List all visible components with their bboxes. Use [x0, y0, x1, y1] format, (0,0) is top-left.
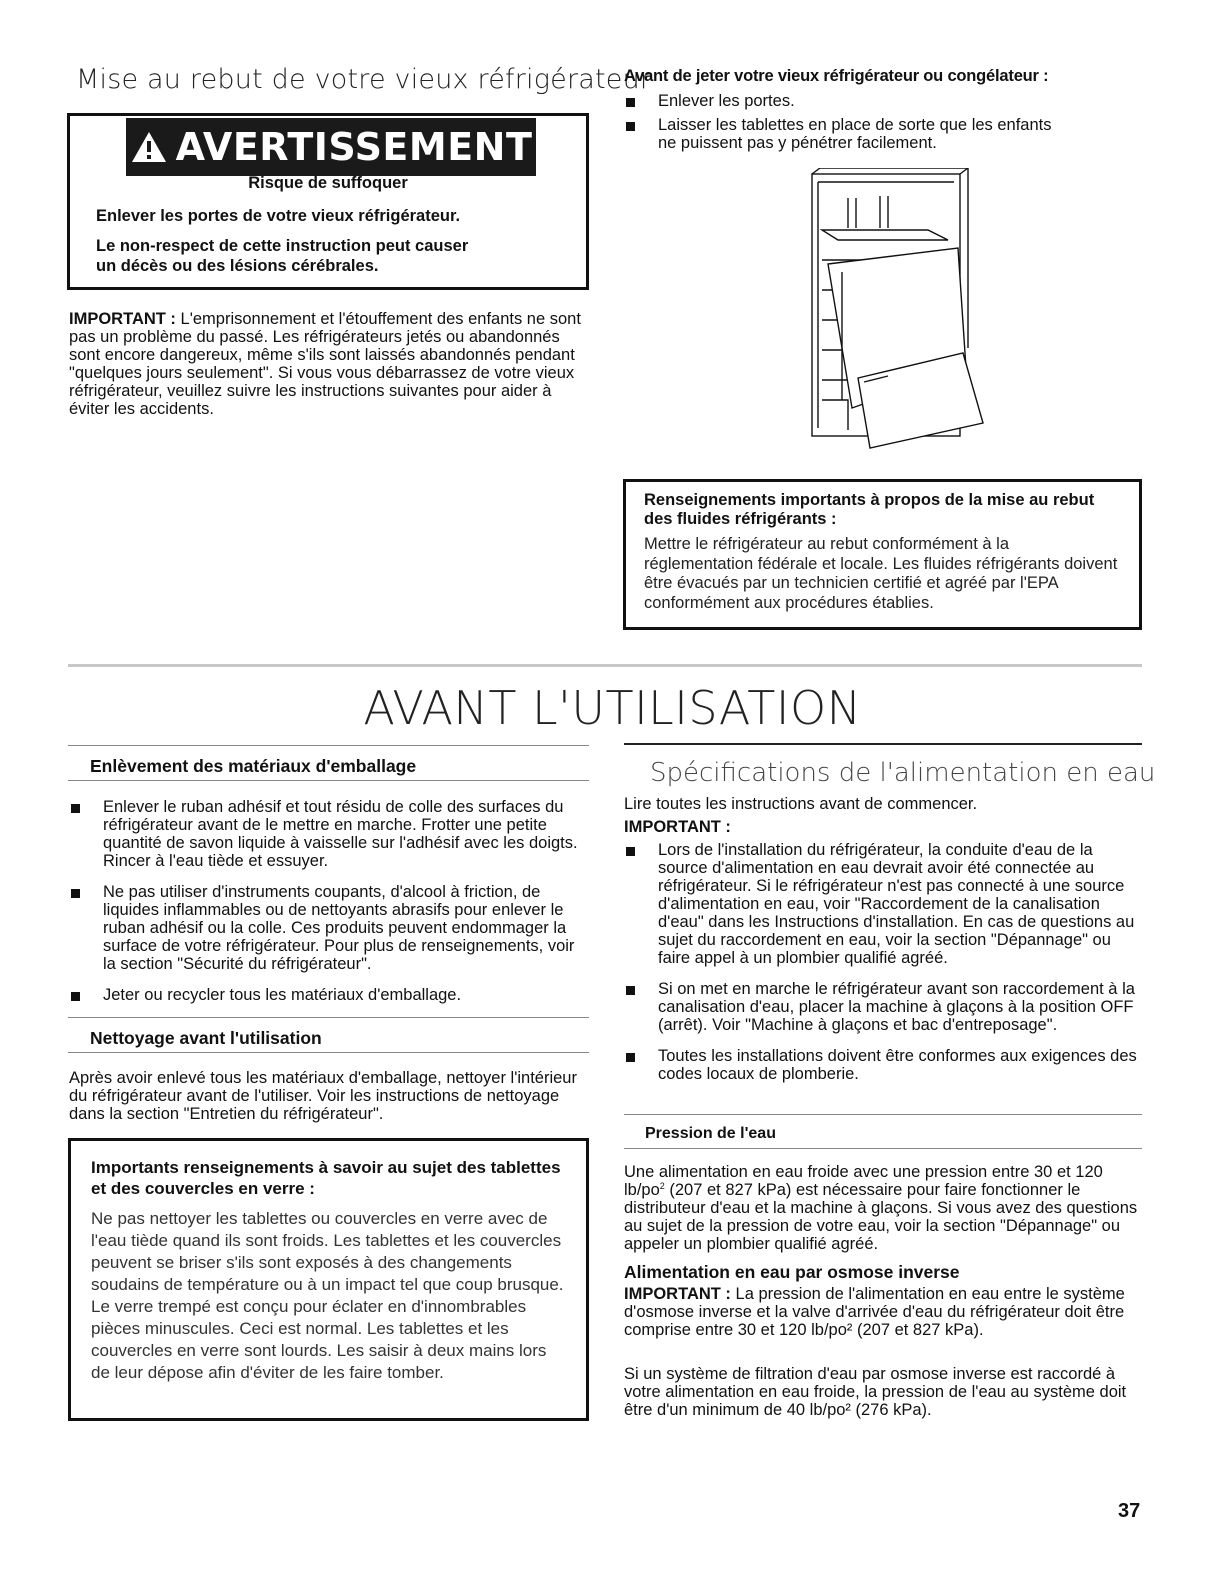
section-divider	[68, 664, 1142, 667]
reverse-osmosis-label: IMPORTANT :	[624, 1285, 731, 1303]
page-number: 37	[1118, 1500, 1141, 1522]
pressure-paragraph	[624, 1163, 1140, 1253]
warning-line-2: Enlever les portes de votre vieux réfrigérateur.	[96, 207, 461, 225]
before-use-title: AVANT L'UTILISATION	[363, 681, 862, 735]
disposal-title: Mise au rebut de votre vieux réfrigérateur	[76, 64, 652, 95]
pressure-text-b: (207 et 827 kPa) est nécessaire pour faire fonctionner le distributeur d'eau et la machine à glaçons. Si vous avez des questions au sujet de la pression de votre eau, voir la section "Dépannage" ou appeler un plombier qualifié agréé.	[624, 1181, 1138, 1253]
reverse-osmosis-paragraph	[624, 1285, 1140, 1339]
divider-line	[68, 1017, 589, 1018]
pressure-text-a: Une alimentation en eau froide avec une pression entre 30 et 120 lb/po	[624, 1163, 1103, 1199]
reverse-osmosis-heading: Alimentation en eau par osmose inverse	[624, 1262, 960, 1282]
divider-line	[68, 745, 589, 746]
glass-info-text: Ne pas nettoyer les tablettes ou couvercles en verre avec de l'eau tiède quand ils sont froids. Les tablettes et les couvercles peuvent se briser s'ils sont exposés à des changements soudains de température ou à un impact tel que coup brusque. Le verre trempé est conçu pour éclater en d'innombrables pièces minuscules. Ceci est normal. Les tablettes et les couvercles en verre sont lourds. Les saisir à deux mains lors de leur dépose afin d'éviter de les faire tomber.	[91, 1209, 564, 1382]
warning-line-3b: un décès ou des lésions cérébrales.	[96, 257, 379, 275]
important-text: L'emprisonnement et l'étouffement des enfants ne sont pas un problème du passé. Les réfrigérateurs jetés ou abandonnés sont encore dangereux, même s'ils sont laissés abandonnés pendant "quelques jours seulement". Si vous vous débarrassez de votre vieux réfrigérateur, veuillez suivre les instructions suivantes pour aider à éviter les accidents.	[69, 310, 581, 418]
important-label: IMPORTANT :	[69, 310, 176, 328]
warning-line-1: Risque de suffoquer	[248, 174, 408, 192]
warning-triangle-icon	[130, 130, 168, 164]
list-item: Enlever les portes.	[624, 92, 1124, 110]
before-disposal-title: Avant de jeter votre vieux réfrigérateur ou congélateur :	[624, 67, 1049, 85]
list-item: Jeter ou recycler tous les matériaux d'emballage.	[69, 986, 587, 1004]
cleaning-paragraph: Après avoir enlevé tous les matériaux d'emballage, nettoyer l'intérieur du réfrigérateur avant de l'utiliser. Voir les instructions de nettoyage dans la section "Entretien du réfrigérateur".	[69, 1069, 577, 1123]
divider-line	[68, 780, 589, 781]
divider-line	[624, 1148, 1142, 1149]
reverse-osmosis-paragraph-2: Si un système de filtration d'eau par osmose inverse est raccordé à votre alimentation en eau froide, la pression de l'eau au système doit être d'un minimum de 40 lb/po² (276 kPa).	[624, 1365, 1127, 1419]
cleaning-heading: Nettoyage avant l'utilisation	[90, 1028, 322, 1048]
glass-info-box	[68, 1138, 589, 1421]
divider-line	[624, 1114, 1142, 1115]
water-specs-heading: Spécifications de l'alimentation en eau	[650, 758, 1156, 788]
reverse-osmosis-text: La pression de l'alimentation en eau entre le système d'osmose inverse et la valve d'arrivée d'eau du réfrigérateur doit être comprise entre 30 et 120 lb/po² (207 et 827 kPa).	[624, 1285, 1125, 1339]
important-paragraph	[69, 310, 589, 418]
water-intro: Lire toutes les instructions avant de commencer.	[624, 795, 978, 813]
warning-line-3a: Le non-respect de cette instruction peut causer	[96, 237, 469, 255]
list-item: Ne pas utiliser d'instruments coupants, d'alcool à friction, de liquides inflammables ou de nettoyants abrasifs pour enlever le ruban adhésif ou la colle. Ces produits peuvent endommager la surface de votre réfrigérateur. Pour plus de renseignements, voir la section "Sécurité du réfrigérateur".	[69, 883, 587, 973]
list-item: Si on met en marche le réfrigérateur avant son raccordement à la canalisation d'eau, placer la machine à glaçons à la position OFF (arrêt). Voir "Machine à glaçons et bac d'entreposage".	[624, 980, 1140, 1034]
list-item: Enlever le ruban adhésif et tout résidu de colle des surfaces du réfrigérateur avant de le mettre en marche. Frotter une petite quantité de savon liquide à vaisselle sur l'adhésif avec les doigts. Rincer à l'eau tiède et essuyer.	[69, 798, 587, 870]
fridge-doors-removed-illustration	[808, 168, 988, 458]
refrigerant-info-text: Mettre le réfrigérateur au rebut conformément à la réglementation fédérale et locale. Les fluides réfrigérants doivent être évacués par un technicien certifié et agréé par l'EPA conformément aux procédures établies.	[644, 535, 1118, 612]
warning-banner	[126, 118, 536, 176]
list-item: Lors de l'installation du réfrigérateur, la conduite d'eau de la source d'alimentation en eau devrait avoir été connectée au réfrigérateur. Si le réfrigérateur n'est pas connecté à une source d'alimentation en eau, voir "Raccordement de la canalisation d'eau" dans les Instructions d'installation. En cas de questions au sujet du raccordement en eau, voir la section "Dépannage" ou faire appel à un plombier qualifié agréé.	[624, 841, 1140, 967]
list-item: Toutes les installations doivent être conformes aux exigences des codes locaux de plomberie.	[624, 1047, 1140, 1083]
warning-box	[67, 113, 589, 290]
divider-line	[624, 743, 1142, 745]
packaging-heading: Enlèvement des matériaux d'emballage	[90, 756, 417, 776]
before-disposal-list	[624, 92, 1124, 152]
refrigerant-info-box	[623, 479, 1142, 630]
divider-line	[68, 1052, 589, 1053]
packaging-list	[69, 798, 587, 1004]
pressure-heading: Pression de l'eau	[645, 1125, 776, 1142]
warning-banner-text: AVERTISSEMENT	[175, 125, 533, 169]
list-item: Laisser les tablettes en place de sorte que les enfants ne puissent pas y pénétrer facilement.	[624, 116, 1124, 152]
glass-info-title: Importants renseignements à savoir au sujet des tablettes et des couvercles en verre :	[91, 1158, 561, 1198]
water-list	[624, 841, 1140, 1083]
refrigerant-info-title: Renseignements importants à propos de la mise au rebut des fluides réfrigérants :	[644, 491, 1095, 528]
water-important-label: IMPORTANT :	[624, 818, 731, 836]
pressure-sup: 2	[659, 1181, 665, 1191]
